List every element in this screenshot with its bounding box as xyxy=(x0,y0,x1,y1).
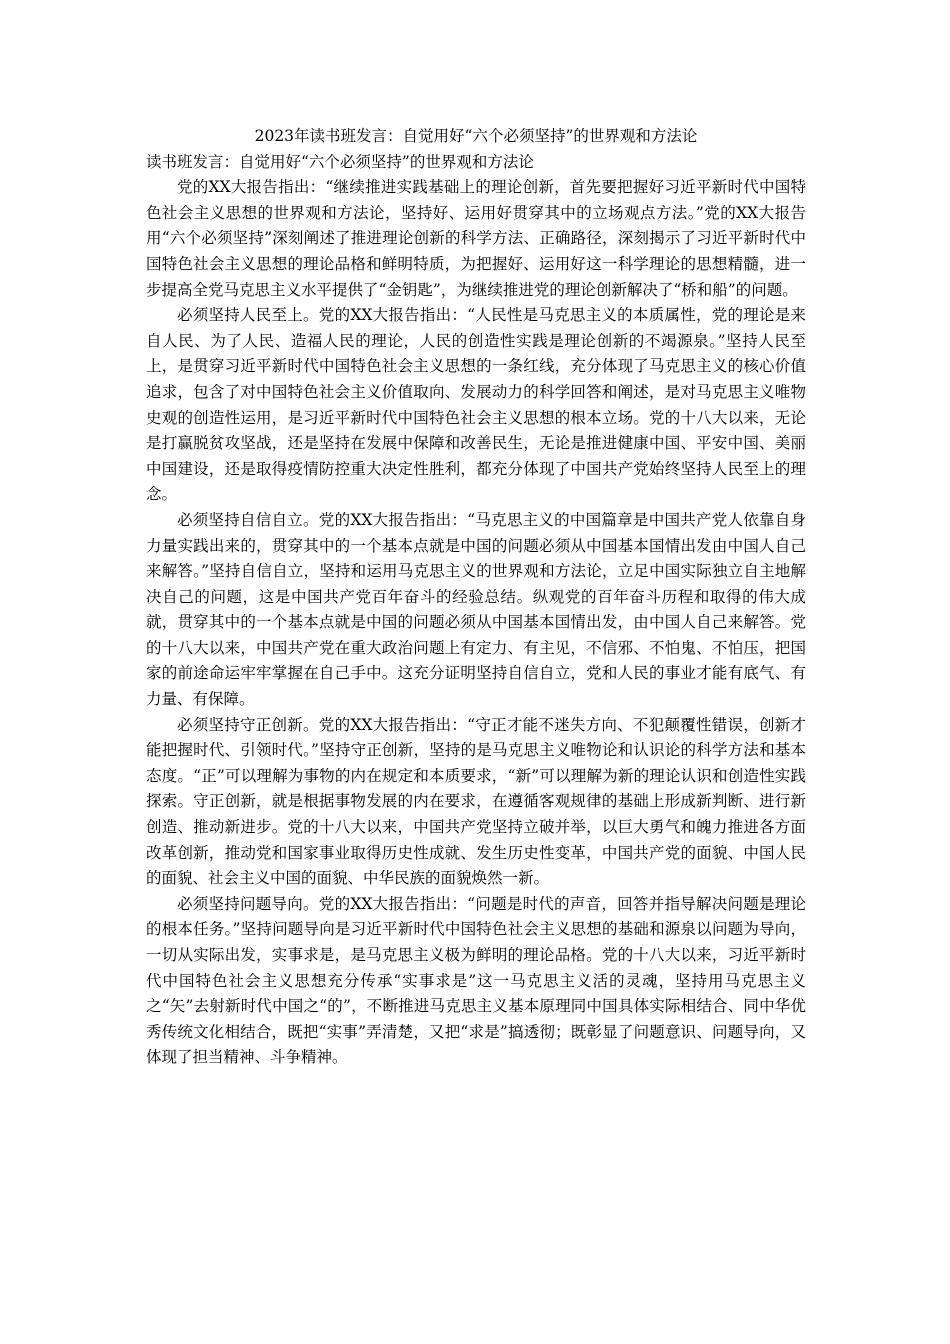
paragraph-people-first: 必须坚持人民至上。党的XX大报告指出：“人民性是马克思主义的本质属性，党的理论是来自人民、为了人民、造福人民的理论，人民的创造性实践是理论创新的不竭源泉。”坚持人民至上，是贯穿习近平新时代中国特色社会主义思想的一条红线，充分体现了马克思主义的核心价值追求，包含了对中国特色社会主义价值取向、发展动力的科学回答和阐述，是对马克思主义唯物史观的创造性运用，是习近平新时代中国特色社会主义思想的根本立场。党的十八大以来，无论是打赢脱贫攻坚战，还是坚持在发展中保障和改善民生，无论是推进健康中国、平安中国、美丽中国建设，还是取得疫情防控重大决定性胜利，都充分体现了中国共产党始终坚持人民至上的理念。 xyxy=(146,306,806,504)
paragraph-problem-oriented: 必须坚持问题导向。党的XX大报告指出：“问题是时代的声音，回答并指导解决问题是理论的根本任务。”坚持问题导向是习近平新时代中国特色社会主义思想的基础和源泉以问题为导向，一切从实际出发，实事求是，是马克思主义极为鲜明的理论品格。党的十八大以来，习近平新时代中国特色社会主义思想充分传承“实事求是”这一马克思主义活的灵魂，坚持用马克思主义之“矢”去射新时代中国之“的”，不断推进马克思主义基本原理同中国具体实际相结合、同中华优秀传统文化相结合，既把“实事”弄清楚，又把“求是”搞透彻；既彰显了问题意识、问题导向，又体现了担当精神、斗争精神。 xyxy=(146,894,806,1067)
document-page xyxy=(146,124,806,1071)
document-title: 2023年读书班发言：自觉用好“六个必须坚持”的世界观和方法论 xyxy=(254,127,698,145)
paragraph-integrity-innovation: 必须坚持守正创新。党的XX大报告指出：“守正才能不迷失方向、不犯颠覆性错误，创新才能把握时代、引领时代。”坚持守正创新，坚持的是马克思主义唯物论和认识论的科学方法和基本态度。“正”可以理解为事物的内在规定和本质要求，“新”可以理解为新的理论认识和创造性实践探索。守正创新，就是根据事物发展的内在要求，在遵循客观规律的基础上形成新判断、进行新创造、推动新进步。党的十八大以来，中国共产党坚持立破并举，以巨大勇气和魄力推进各方面改革创新，推动党和国家事业取得历史性成就、发生历史性变革，中国共产党的面貌、中国人民的面貌、社会主义中国的面貌、中华民族的面貌焕然一新。 xyxy=(146,715,806,888)
paragraph-intro: 党的XX大报告指出：“继续推进实践基础上的理论创新，首先要把握好习近平新时代中国特色社会主义思想的世界观和方法论，坚持好、运用好贯穿其中的立场观点方法。”党的XX大报告用“六个必须坚持”深刻阐述了推进理论创新的科学方法、正确路径，深刻揭示了习近平新时代中国特色社会主义思想的理论品格和鲜明特质，为把握好、运用好这一科学理论的思想精髓，进一步提高全党马克思主义水平提供了“金钥匙”，为继续推进党的理论创新解决了“桥和船”的问题。 xyxy=(146,178,806,299)
paragraph-self-confidence: 必须坚持自信自立。党的XX大报告指出：“马克思主义的中国篇章是中国共产党人依靠自身力量实践出来的，贯穿其中的一个基本点就是中国的问题必须从中国基本国情出发由中国人自己来解答。”坚持自信自立，坚持和运用马克思主义的世界观和方法论，立足中国实际独立自主地解决自己的问题，这是中国共产党百年奋斗的经验总结。纵观党的百年奋斗历程和取得的伟大成就，贯穿其中的一个基本点就是中国的问题必须从中国基本国情出发，由中国人自己来解答。党的十八大以来，中国共产党在重大政治问题上有定力、有主见，不信邪、不怕鬼、不怕压，把国家的前途命运牢牢掌握在自己手中。这充分证明坚持自信自立，党和人民的事业才能有底气、有力量、有保障。 xyxy=(146,510,806,709)
document-subtitle: 读书班发言：自觉用好“六个必须坚持”的世界观和方法论 xyxy=(146,152,534,171)
